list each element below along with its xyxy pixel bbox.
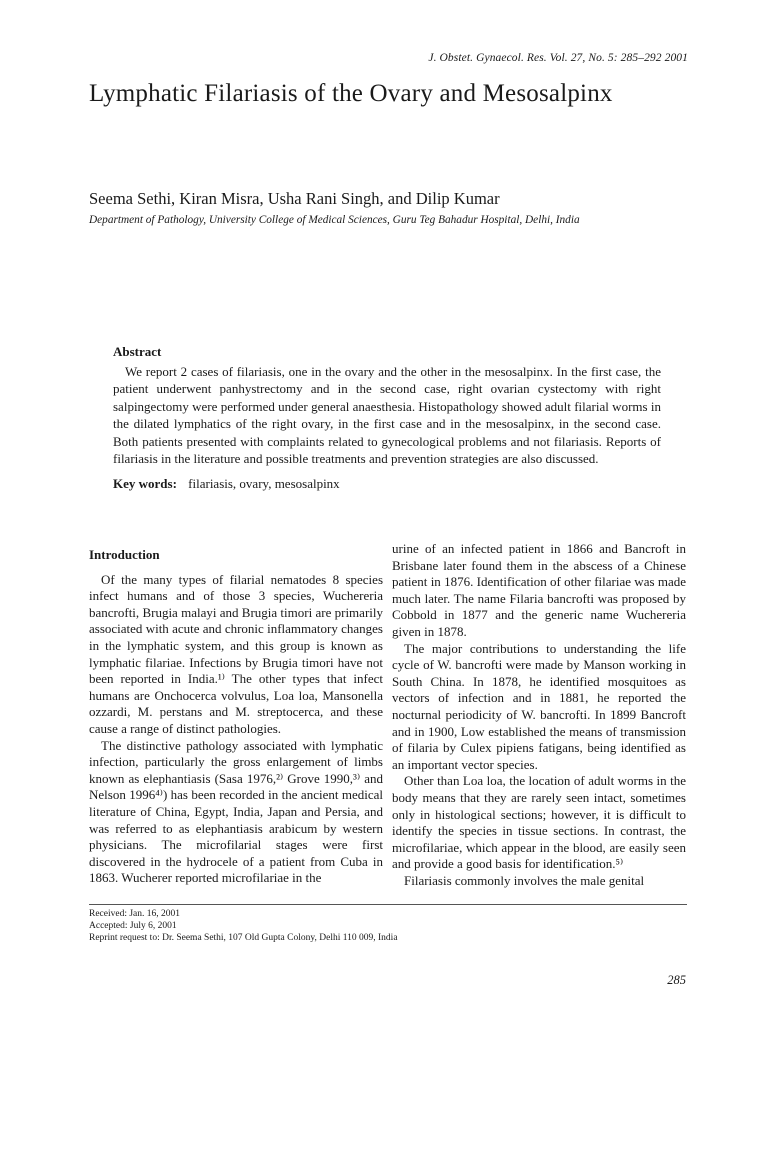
keywords-label: Key words: <box>113 475 177 491</box>
abstract-text: We report 2 cases of filariasis, one in the ovary and the other in the mesosalpinx. In the first case, the patient underwent panhystrectomy and in the second case, right ovarian cystectomy with right salpingectomy were performed under general anaesthesia. Histopathology showed adult filarial worms in the dilated lymphatics of the right ovary, in the first case and in the mesosalpinx, in the second case. Both patients presented with complaints related to gynecological problems and not filariasis. Reports of filariasis in the literature and possible treatments and prevention strategies are also discussed. <box>113 363 661 466</box>
paragraph: The major contributions to understanding the life cycle of W. bancrofti were made by Manson working in South China. In 1878, he identified mosquitoes as vectors of infection and in 1881, he reported the nocturnal periodicity of W. bancrofti. In 1899 Bancroft and in 1900, Low established the means of transmission of filaria by Culex pipiens fatigans, being identified as an important vector species. <box>392 640 686 772</box>
accepted-date: Accepted: July 6, 2001 <box>89 921 177 931</box>
footnote-divider <box>89 904 687 905</box>
author-list: Seema Sethi, Kiran Misra, Usha Rani Singh, and Dilip Kumar <box>89 189 500 208</box>
section-heading-introduction: Introduction <box>89 547 160 562</box>
footnotes <box>89 908 398 944</box>
paragraph: Other than Loa loa, the location of adult worms in the body means that they are rarely seen intact, sometimes only in histological sections; however, it is difficult to identify the species in tissue sections. In contrast, the microfilariae, which appear in the blood, are easily seen and provide a good basis for identification.⁵⁾ <box>392 773 686 872</box>
abstract-heading: Abstract <box>113 344 162 359</box>
body-column-right <box>392 541 686 889</box>
reprint-request: Reprint request to: Dr. Seema Sethi, 107 Old Gupta Colony, Delhi 110 009, India <box>89 933 398 943</box>
article-title: Lymphatic Filariasis of the Ovary and Mesosalpinx <box>89 80 613 107</box>
paragraph: Filariasis commonly involves the male genital <box>404 872 645 888</box>
author-affiliation: Department of Pathology, University College of Medical Sciences, Guru Teg Bahadur Hospital, Delhi, India <box>89 214 580 226</box>
body-column-left <box>89 541 383 887</box>
abstract-section <box>113 343 661 492</box>
paragraph: urine of an infected patient in 1866 and Bancroft in Brisbane later found them in the abscess of a Chinese patient in 1876. Identification of other filariae was made much later. The name Filaria bancrofti was proposed by Cobbold in 1877 and the generic name Wuchereria given in 1878. <box>392 541 686 639</box>
paragraph: The distinctive pathology associated with lymphatic infection, particularly the gross enlargement of limbs known as elephantiasis (Sasa 1976,²⁾ Grove 1990,³⁾ and Nelson 1996⁴⁾) has been recorded in the ancient medical literature of China, Egypt, India, Japan and Persia, and was referred to as elephantiasis arabicum by western physicians. The microfilarial stages were first discovered in the hydrocele of a patient from Cuba in 1863. Wucherer reported microfilariae in the <box>89 737 383 886</box>
keywords-line <box>113 475 661 493</box>
paragraph: Of the many types of filarial nematodes 8 species infect humans and of those 3 species, Wuchereria bancrofti, Brugia malayi and Brugia timori are primarily associated with acute and chronic inflammatory changes in the lymphatic system, and this group is known as lymphatic filariae. Infections by Brugia timori have not been reported in India.¹⁾ The other types that infect humans are Onchocerca volvulus, Loa loa, Mansonella ozzardi, M. perstans and M. streptocerca, and these cause a range of distinct pathologies. <box>89 571 383 736</box>
page-number: 285 <box>667 973 686 987</box>
received-date: Received: Jan. 16, 2001 <box>89 909 181 919</box>
keywords-value: filariasis, ovary, mesosalpinx <box>188 475 340 491</box>
journal-citation: J. Obstet. Gynaecol. Res. Vol. 27, No. 5: 285–292 2001 <box>428 52 688 64</box>
